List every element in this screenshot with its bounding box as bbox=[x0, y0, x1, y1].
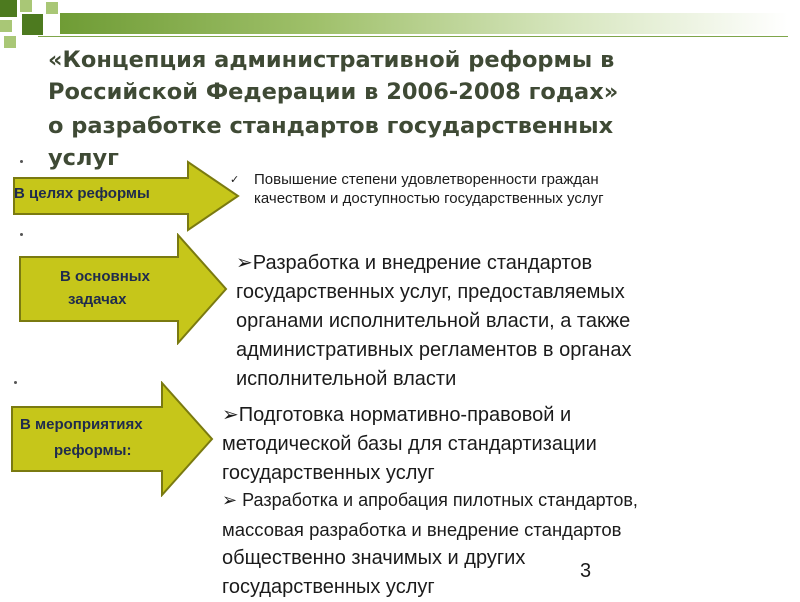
goal-bullet bbox=[230, 170, 750, 208]
subtitle-line: о разработке стандартов государственных bbox=[48, 113, 614, 139]
bullet-text: Разработка и апробация пилотных стандартов, bbox=[242, 490, 638, 510]
arrow-bullet-icon: ➢ bbox=[222, 490, 238, 511]
activities-bullet-2 bbox=[222, 486, 762, 602]
bullet-line: качеством и доступностью государственных услуг bbox=[254, 190, 604, 207]
bullet-line: методической базы для стандартизации bbox=[222, 433, 597, 455]
bullet-line bbox=[222, 486, 762, 515]
arrow-label-line: реформы: bbox=[54, 442, 132, 459]
activities-bullet-1 bbox=[222, 400, 742, 488]
corner-square-light bbox=[46, 2, 58, 14]
bullet-line: массовая разработка и внедрение стандартов bbox=[222, 519, 622, 540]
corner-square-dark bbox=[22, 14, 43, 35]
corner-square-light bbox=[0, 20, 12, 32]
bullet-line bbox=[222, 400, 742, 430]
corner-square-light bbox=[20, 0, 32, 12]
bullet-line: органами исполнительной власти, а также bbox=[236, 310, 631, 332]
main-tasks-bullet bbox=[236, 248, 730, 394]
arrow-label: В целях реформы bbox=[14, 185, 150, 202]
arrow-main-tasks bbox=[18, 233, 230, 345]
bullet-line: исполнительной власти bbox=[236, 368, 457, 390]
title-line: «Концепция административной реформы в bbox=[48, 47, 615, 73]
arrow-label-line: задачах bbox=[68, 291, 127, 308]
arrow-label-line: В основных bbox=[60, 268, 150, 285]
corner-square-light bbox=[4, 36, 16, 48]
corner-square-dark bbox=[0, 0, 17, 17]
bullet-line: государственных услуг bbox=[222, 576, 435, 598]
bullet-line: Повышение степени удовлетворенности граждан bbox=[254, 171, 599, 188]
bullet-line: государственных услуг, предоставляемых bbox=[236, 281, 625, 303]
slide-title bbox=[48, 44, 778, 174]
title-line: Российской Федерации в 2006-2008 годах» bbox=[48, 79, 619, 105]
bullet-line: государственных услуг bbox=[222, 462, 435, 484]
header-gradient-bar bbox=[60, 13, 788, 34]
arrow-goal-of-reform bbox=[8, 160, 243, 232]
bullet-line bbox=[236, 248, 730, 278]
arrow-shape bbox=[18, 233, 230, 345]
page-number: 3 bbox=[580, 560, 592, 582]
arrow-bullet-icon: ➢ bbox=[236, 250, 253, 274]
arrow-shape bbox=[10, 381, 216, 497]
bullet-text: Подготовка нормативно-правовой и bbox=[238, 404, 572, 426]
bullet-line: административных регламентов в органах bbox=[236, 339, 632, 361]
header-divider bbox=[38, 36, 788, 37]
arrow-reform-activities bbox=[10, 381, 216, 497]
bullet-text: Разработка и внедрение стандартов bbox=[252, 252, 593, 274]
bullet-line: общественно значимых и других bbox=[222, 547, 526, 569]
arrow-label-line: В мероприятиях bbox=[20, 416, 143, 433]
arrow-bullet-icon: ➢ bbox=[222, 402, 239, 426]
subtitle-line: услуг bbox=[48, 145, 119, 171]
checkmark-icon: ✓ bbox=[230, 173, 240, 186]
